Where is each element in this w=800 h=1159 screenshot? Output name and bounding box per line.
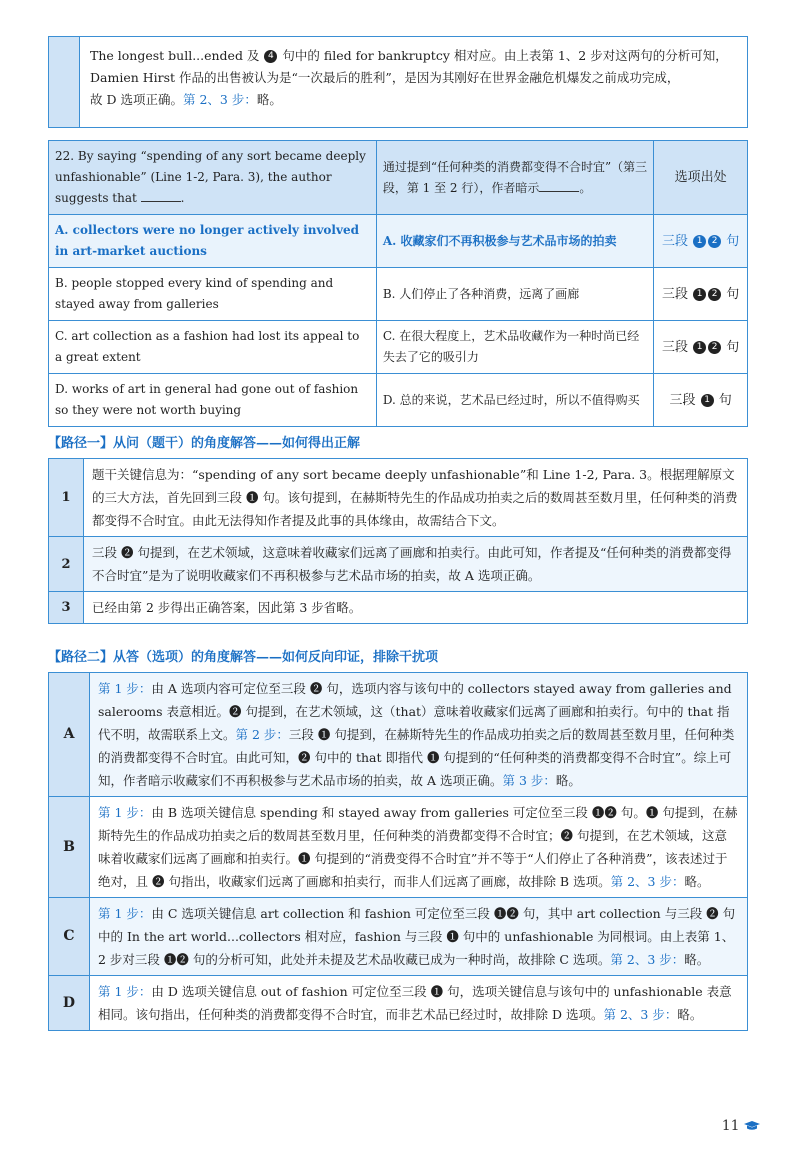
option-b-cn: B. 人们停止了各种消费，远离了画廊 <box>376 268 653 321</box>
option-d-loc-text: 三段 <box>669 392 696 408</box>
step-text: 题干关键信息为：“spending of any sort became deeply unfashionable”和 Line 1-2, Para. 3。根据理解原文的三大方法，首先回到三段 ❶ 句。该句提到，在赫斯特先生的作品成功拍卖之后的数周甚至数月里，任何种类的消费都变得不合时宜。由此无法得知作者提及此事的具体缘由，故需结合下文。 <box>84 459 748 537</box>
step-label: 第 1 步： <box>98 805 152 820</box>
analysis-text: 由 D 选项关键信息 out of fashion 可定位至三段 ❶ 句，选项关键信息与该句中的 unfashionable 表意相同。该句指出，任何种类的消费都变得不合时宜，而非艺术品已经过时，故排除 D 选项。 <box>98 984 732 1022</box>
circled-number: 2 <box>708 235 721 248</box>
option-d-location <box>654 374 748 427</box>
question-cn-text: 通过提到“任何种类的消费都变得不合时宜”（第三段，第 1 至 2 行），作者暗示 <box>382 159 648 195</box>
analysis-end: 略。 <box>684 874 710 889</box>
box1-line3: 故 D 选项正确。 <box>90 92 183 107</box>
path2-table <box>48 672 748 1031</box>
option-analysis <box>90 976 748 1031</box>
circled-number: 1 <box>693 235 706 248</box>
box1-skip: 略。 <box>256 92 282 107</box>
page-number <box>722 1118 760 1134</box>
path2-row-c <box>49 898 748 976</box>
option-c-en: C. art collection as a fashion had lost its appeal to a great extent <box>49 321 377 374</box>
previous-explanation-text <box>80 37 747 127</box>
box-label-column <box>49 37 80 127</box>
option-letter: D <box>49 976 90 1031</box>
analysis-end: 略。 <box>555 773 581 788</box>
question-cn-end: 。 <box>579 180 592 195</box>
step-label: 第 1 步： <box>98 906 152 921</box>
step-label: 第 1 步： <box>98 681 152 696</box>
path2-row-a <box>49 673 748 797</box>
analysis-end: 略。 <box>677 1007 703 1022</box>
step-number: 2 <box>49 537 84 592</box>
option-letter: A <box>49 673 90 797</box>
previous-explanation-box <box>48 36 748 128</box>
question-en-text: 22. By saying “spending of any sort became deeply unfashionable” (Line 1-2, Para. 3), the author suggests that <box>55 149 366 205</box>
circled-number: 1 <box>693 288 706 301</box>
option-row-a <box>49 215 748 268</box>
option-analysis <box>90 673 748 797</box>
option-c-cn: C. 在很大程度上，艺术品收藏作为一种时尚已经失去了它的吸引力 <box>376 321 653 374</box>
question-en-end: . <box>180 191 185 205</box>
path1-row <box>49 592 748 624</box>
step-number: 1 <box>49 459 84 537</box>
box1-line2: Damien Hirst 作品的出售被认为是“一次最后的胜利”，是因为其刚好在世界金融危机爆发之前成功完成， <box>90 70 680 85</box>
step-label: 第 1 步： <box>98 984 152 999</box>
path2-heading: 【路径二】从答（选项）的角度解答——如何反向印证，排除干扰项 <box>48 650 439 665</box>
option-row-b <box>49 268 748 321</box>
option-b-en: B. people stopped every kind of spending and stayed away from galleries <box>49 268 377 321</box>
loc-suffix: 句 <box>718 392 732 408</box>
loc-suffix: 句 <box>726 233 740 249</box>
option-row-c <box>49 321 748 374</box>
step-text: 三段 ❷ 句提到，在艺术领域，这意味着收藏家们远离了画廊和拍卖行。由此可知，作者提及“任何种类的消费都变得不合时宜”是为了说明收藏家们不再积极参与艺术品市场的拍卖，故 A 选项正确。 <box>84 537 748 592</box>
loc-suffix: 句 <box>726 339 740 355</box>
step-label: 第 3 步： <box>502 773 556 788</box>
option-b-loc-text: 三段 <box>661 286 688 302</box>
option-a-cn: A. 收藏家们不再积极参与艺术品市场的拍卖 <box>376 215 653 268</box>
step-text: 已经由第 2 步得出正确答案，因此第 3 步省略。 <box>84 592 748 624</box>
circled-number: 2 <box>708 341 721 354</box>
analysis-text: 三段 ❶ 句提到，在赫斯特先生的作品成功拍卖之后的数周甚至数月里，任何种类的消费都变得不合时宜。由此可知，❷ 句中的 that 即指代 ❶ 句提到的“任何种类的消费都变得不合时宜”。综上可知，作者暗示收藏家们不再积极参与艺术品市场的拍卖，故 A 选项正确。 <box>98 727 735 788</box>
step-label: 第 2、3 步： <box>610 952 685 967</box>
path1-row <box>49 459 748 537</box>
location-header: 选项出处 <box>654 141 748 215</box>
option-b-location <box>654 268 748 321</box>
path1-table <box>48 458 748 624</box>
option-analysis <box>90 797 748 898</box>
box1-line1: The longest bull...ended 及 <box>90 48 260 63</box>
answer-blank-cn <box>539 179 579 192</box>
circled-number: 2 <box>708 288 721 301</box>
question-cn <box>376 141 653 215</box>
analysis-end: 略。 <box>684 952 710 967</box>
analysis-text: 由 A 选项内容可定位至三段 ❷ 句，选项内容与该句中的 collectors stayed away from galleries and salerooms 表意相近。❷ 句提到，在艺术领域，这（that）意味着收藏家们远离了画廊和拍卖行。句中的 that 指代不明，故需联系上文。 <box>98 681 732 742</box>
path1-row <box>49 537 748 592</box>
question-en <box>49 141 377 215</box>
path2-row-d <box>49 976 748 1031</box>
option-row-d <box>49 374 748 427</box>
option-a-loc-text: 三段 <box>661 233 688 249</box>
path2-row-b <box>49 797 748 898</box>
option-a-location <box>654 215 748 268</box>
step-label: 第 2、3 步： <box>610 874 685 889</box>
path1-heading: 【路径一】从问（题干）的角度解答——如何得出正解 <box>48 436 361 451</box>
box1-steps: 第 2、3 步： <box>182 92 257 107</box>
question-header-row <box>49 141 748 215</box>
circled-number: 1 <box>701 394 714 407</box>
option-c-location <box>654 321 748 374</box>
circled-number: 1 <box>693 341 706 354</box>
option-letter: C <box>49 898 90 976</box>
graduation-cap-icon <box>744 1121 760 1131</box>
page-number-text: 11 <box>721 1118 740 1134</box>
step-label: 第 2、3 步： <box>603 1007 678 1022</box>
option-d-en: D. works of art in general had gone out of fashion so they were not worth buying <box>49 374 377 427</box>
option-d-cn: D. 总的来说，艺术品已经过时，所以不值得购买 <box>376 374 653 427</box>
question-22-table <box>48 140 748 427</box>
loc-suffix: 句 <box>726 286 740 302</box>
answer-blank <box>141 189 181 202</box>
step-label: 第 2 步： <box>235 727 289 742</box>
option-letter: B <box>49 797 90 898</box>
option-a-en: A. collectors were no longer actively involved in art-market auctions <box>49 215 377 268</box>
analysis-text: 由 B 选项关键信息 spending 和 stayed away from galleries 可定位至三段 ❶❷ 句。❶ 句提到，在赫斯特先生的作品成功拍卖之后的数周甚至数月里，任何种类的消费都变得不合时宜；❷ 句提到，在艺术领域，这意味着收藏家们远离了画廊和拍卖行。❶ 句提到的“消费变得不合时宜”并不等于“人们停止了各种消费”，该表述过于绝对，且 ❷ 句指出，收藏家们远离了画廊和拍卖行，而非人们远离了画廊，故排除 B 选项。 <box>98 805 738 889</box>
option-c-loc-text: 三段 <box>661 339 688 355</box>
step-number: 3 <box>49 592 84 624</box>
analysis-text: 由 C 选项关键信息 art collection 和 fashion 可定位至三段 ❶❷ 句，其中 art collection 与三段 ❷ 句中的 In the art world...collectors 相对应，fashion 与三段 ❶ 句中的 unfashionable 为同根词。由上表第 1、2 步对三段 ❶❷ 句的分析可知，此处并未提及艺术品收藏已成为一种时尚，故排除 C 选项。 <box>98 906 736 967</box>
circled-number: 4 <box>264 50 277 63</box>
box1-line1b: 句中的 filed for bankruptcy 相对应。由上表第 1、2 步对这两句的分析可知， <box>282 48 728 63</box>
option-analysis <box>90 898 748 976</box>
